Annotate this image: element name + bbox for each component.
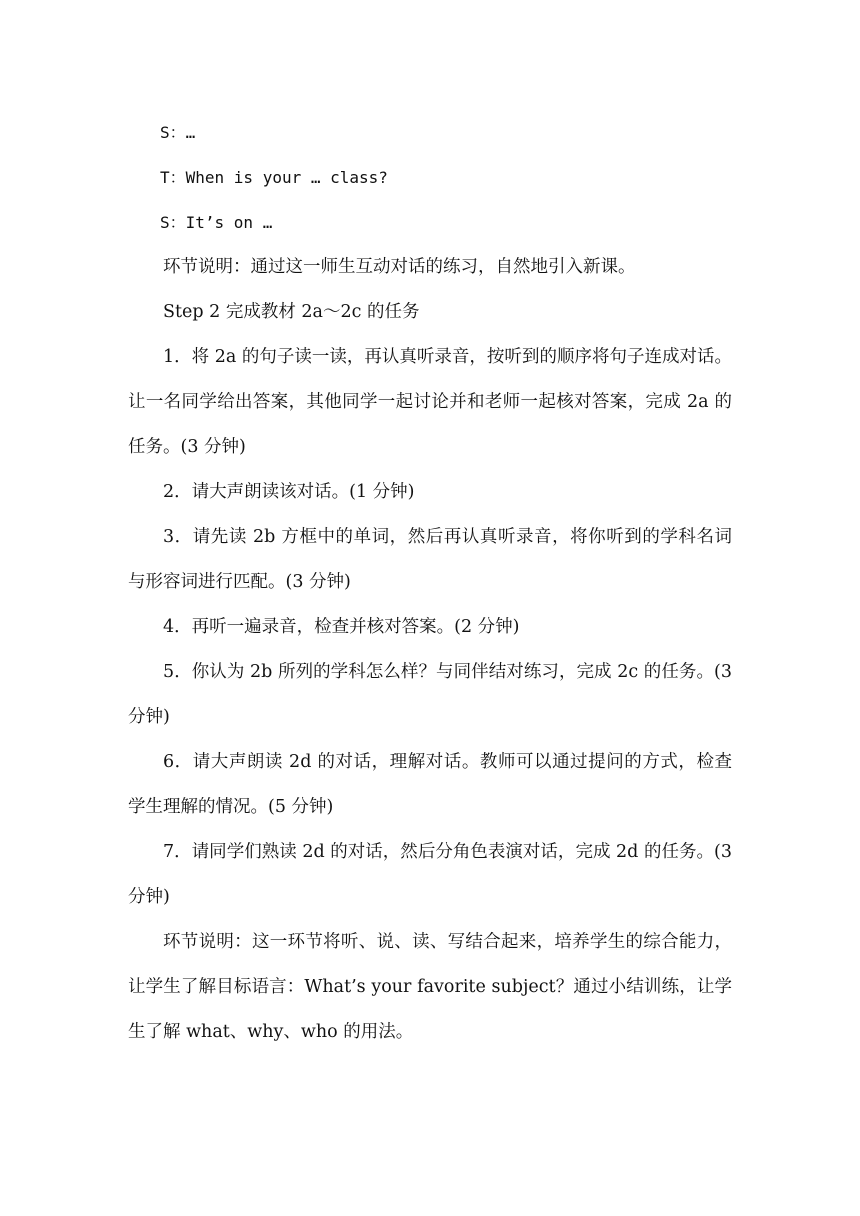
task-item-6: 6．请大声朗读 2d 的对话，理解对话。教师可以通过提问的方式，检查学生理解的情况。(5 分钟) <box>128 752 732 817</box>
dialogue-line-student-2: S：It’s on … <box>160 213 273 232</box>
dialogue-line-student-1: S：… <box>160 123 196 142</box>
task-item-4: 4．再听一遍录音，检查并核对答案。(2 分钟) <box>163 617 520 637</box>
task-item-1: 1．将 2a 的句子读一读，再认真听录音，按听到的顺序将句子连成对话。让一名同学给出答案，其他同学一起讨论并和老师一起核对答案，完成 2a 的任务。(3 分钟) <box>128 347 732 457</box>
document-body <box>128 110 732 1055</box>
task-item-7: 7．请同学们熟读 2d 的对话，然后分角色表演对话，完成 2d 的任务。(3 分钟) <box>128 842 732 907</box>
dialogue-line-teacher: T：When is your … class? <box>160 168 388 187</box>
task-item-2: 2．请大声朗读该对话。(1 分钟) <box>163 482 415 502</box>
step-heading: Step 2 完成教材 2a～2c 的任务 <box>163 302 420 322</box>
section-note-1: 环节说明：通过这一师生互动对话的练习，自然地引入新课。 <box>163 257 636 277</box>
task-item-5: 5．你认为 2b 所列的学科怎么样？与同伴结对练习，完成 2c 的任务。(3 分钟) <box>128 662 732 727</box>
section-note-2: 环节说明：这一环节将听、说、读、写结合起来，培养学生的综合能力，让学生了解目标语言：What’s your favorite subject？通过小结训练，让学生了解 what、why、who 的用法。 <box>128 932 732 1042</box>
task-item-3: 3．请先读 2b 方框中的单词，然后再认真听录音，将你听到的学科名词与形容词进行匹配。(3 分钟) <box>128 527 732 592</box>
